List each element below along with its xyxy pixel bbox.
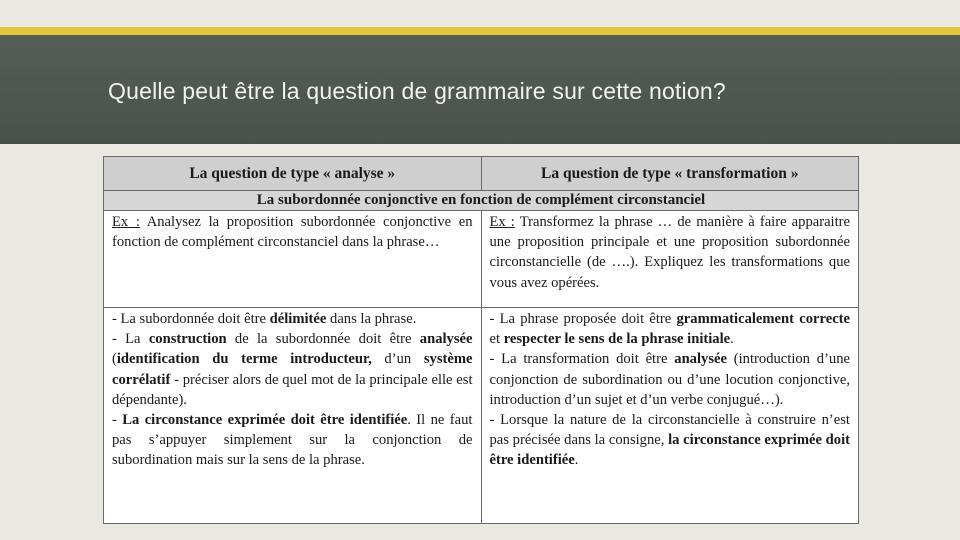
criterion-item: - La transformation doit être analysée (introduction d’une conjonction de subordination ou d’une locution conjonctive, introduction d’un sujet et d’un verbe conjugué…). xyxy=(489,351,850,408)
table-header-row xyxy=(104,157,858,191)
column-header-analysis: La question de type « analyse » xyxy=(189,164,396,182)
criterion-item: - Lorsque la nature de la circonstancielle à construire n’est pas précisée dans la consigne, la circonstance exprimée doit être identifiée. xyxy=(489,412,850,469)
example-text: Transformez la phrase … de manière à faire apparaitre une proposition principale et une proposition subordonnée circonstancielle (de ….). Expliquez les transformations que vous avez opérées. xyxy=(489,214,850,291)
example-label: Ex : xyxy=(112,214,140,230)
grammar-table-image xyxy=(103,156,859,524)
table-subheader: La subordonnée conjonctive en fonction de complément circonstanciel xyxy=(104,191,858,211)
example-transformation xyxy=(481,211,859,307)
criterion-item: - La construction de la subordonnée doit être analysée (identification du terme introducteur, d’un système corrélatif - préciser alors de quel mot de la principale elle est dépendante). xyxy=(112,331,473,408)
example-analysis xyxy=(104,211,481,307)
criteria-analysis xyxy=(104,308,481,524)
example-text: Analysez la proposition subordonnée conjonctive en fonction de complément circonstanciel dans la phrase… xyxy=(112,214,473,251)
table-row-examples xyxy=(104,211,858,308)
criterion-item: - La circonstance exprimée doit être identifiée. Il ne faut pas s’appuyer simplement sur la conjonction de subordination mais sur la sens de la phrase. xyxy=(112,412,473,469)
criterion-item: - La subordonnée doit être délimitée dans la phrase. xyxy=(112,311,417,327)
column-header-transformation: La question de type « transformation » xyxy=(481,157,859,190)
slide-title: Quelle peut être la question de grammaire sur cette notion? xyxy=(108,78,726,104)
criteria-transformation xyxy=(481,308,859,524)
example-label: Ex : xyxy=(489,214,515,230)
accent-bar xyxy=(0,27,960,35)
table-row-criteria xyxy=(104,308,858,524)
criterion-item: - La phrase proposée doit être grammaticalement correcte et respecter le sens de la phrase initiale. xyxy=(489,311,851,348)
